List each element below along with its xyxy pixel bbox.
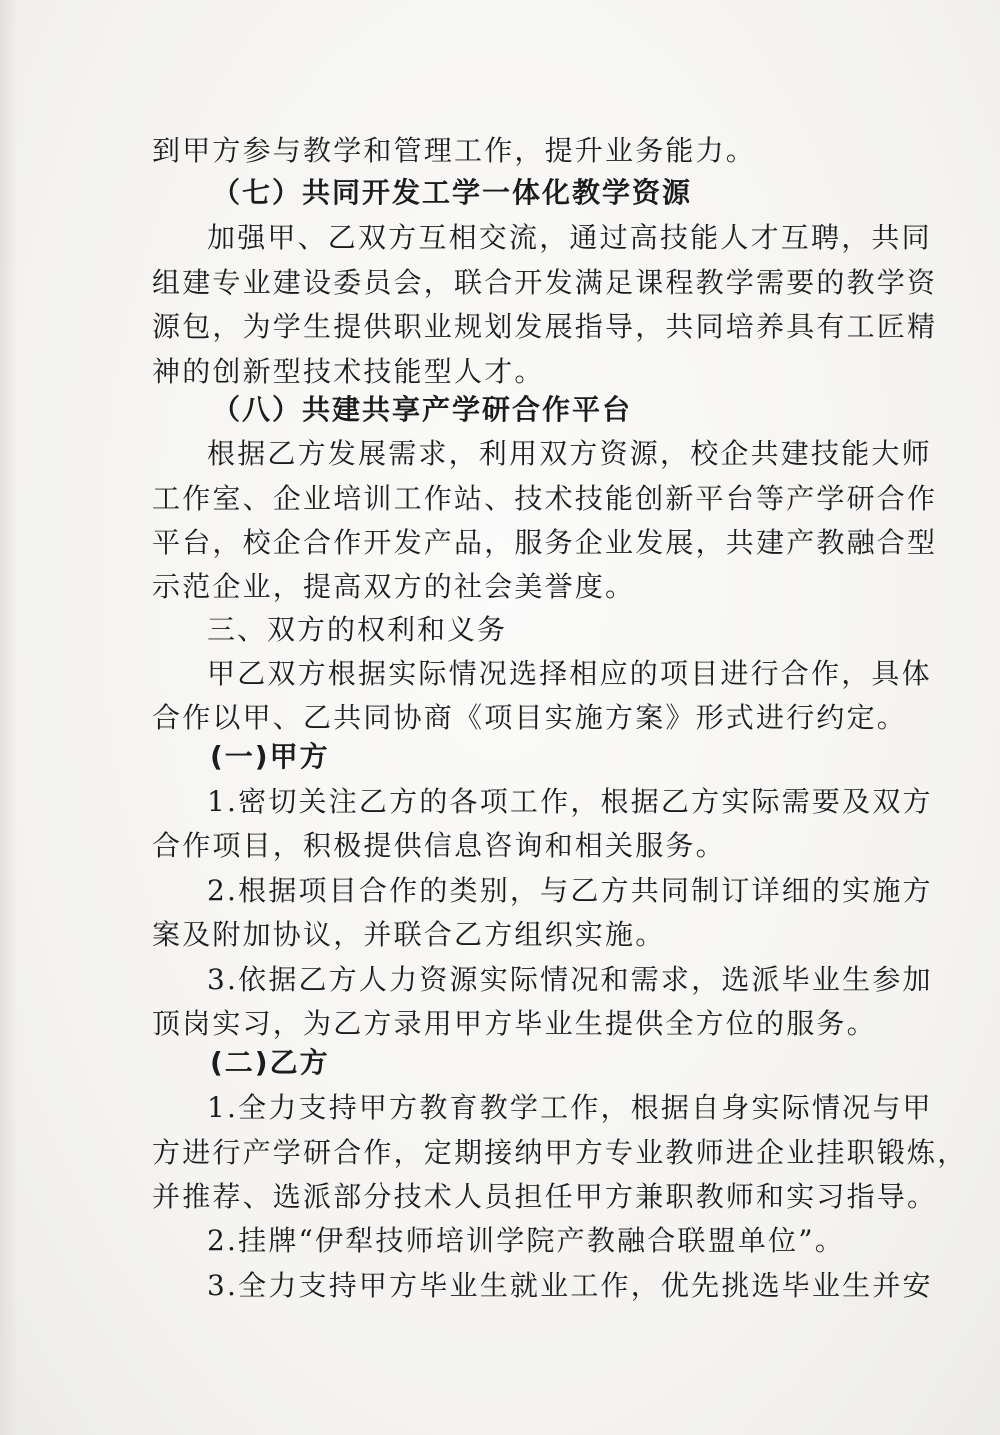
- paragraph-line: 顶岗实习，为乙方录用甲方毕业生提供全方位的服务。: [152, 1007, 877, 1040]
- paragraph-line: 并推荐、选派部分技术人员担任甲方兼职教师和实习指导。: [152, 1180, 938, 1213]
- paragraph-line: 案及附加协议，并联合乙方组织实施。: [152, 918, 666, 951]
- paragraph-line: 源包，为学生提供职业规划发展指导，共同培养具有工匠精: [152, 310, 938, 343]
- subheading-party-a: (一)甲方: [210, 740, 330, 773]
- paragraph-line: 2.根据项目合作的类别，与乙方共同制订详细的实施方: [207, 874, 933, 907]
- paragraph-line: 平台，校企合作开发产品，服务企业发展，共建产教融合型: [152, 526, 938, 559]
- paragraph-line: 示范企业，提高双方的社会美誉度。: [152, 570, 636, 603]
- paragraph-line: 根据乙方发展需求，利用双方资源，校企共建技能大师: [207, 437, 932, 470]
- paragraph-line: 1.密切关注乙方的各项工作，根据乙方实际需要及双方: [207, 785, 933, 818]
- paragraph-line: 工作室、企业培训工作站、技术技能创新平台等产学研合作: [152, 482, 938, 515]
- paragraph-line: 组建专业建设委员会，联合开发满足课程教学需要的教学资: [152, 266, 938, 299]
- paragraph-line: 到甲方参与教学和管理工作，提升业务能力。: [152, 134, 757, 167]
- paragraph-line: 神的创新型技术技能型人才。: [152, 355, 545, 388]
- paragraph-line: 合作项目，积极提供信息咨询和相关服务。: [152, 829, 726, 862]
- paragraph-line: 方进行产学研合作，定期接纳甲方专业教师进企业挂职锻炼，: [152, 1136, 968, 1169]
- page-fold-shadow: [0, 0, 18, 1435]
- chapter-heading: 三、双方的权利和义务: [207, 613, 508, 646]
- paragraph-line: 3.依据乙方人力资源实际情况和需求，选派毕业生参加: [207, 963, 933, 996]
- paragraph-line: 加强甲、乙双方互相交流，通过高技能人才互聘，共同: [207, 221, 932, 254]
- paragraph-line: 合作以甲、乙共同协商《项目实施方案》形式进行约定。: [152, 701, 908, 734]
- paragraph-line: 甲乙双方根据实际情况选择相应的项目进行合作，具体: [207, 657, 932, 690]
- section-heading-8: （八）共建共享产学研合作平台: [212, 393, 633, 426]
- paragraph-line: 1.全力支持甲方教育教学工作，根据自身实际情况与甲: [207, 1091, 933, 1124]
- subheading-party-b: (二)乙方: [210, 1046, 330, 1079]
- paragraph-line: 2.挂牌“伊犁技师培训学院产教融合联盟单位”。: [207, 1224, 845, 1257]
- section-heading-7: （七）共同开发工学一体化教学资源: [212, 176, 693, 209]
- paragraph-line: 3.全力支持甲方毕业生就业工作，优先挑选毕业生并安: [207, 1269, 933, 1302]
